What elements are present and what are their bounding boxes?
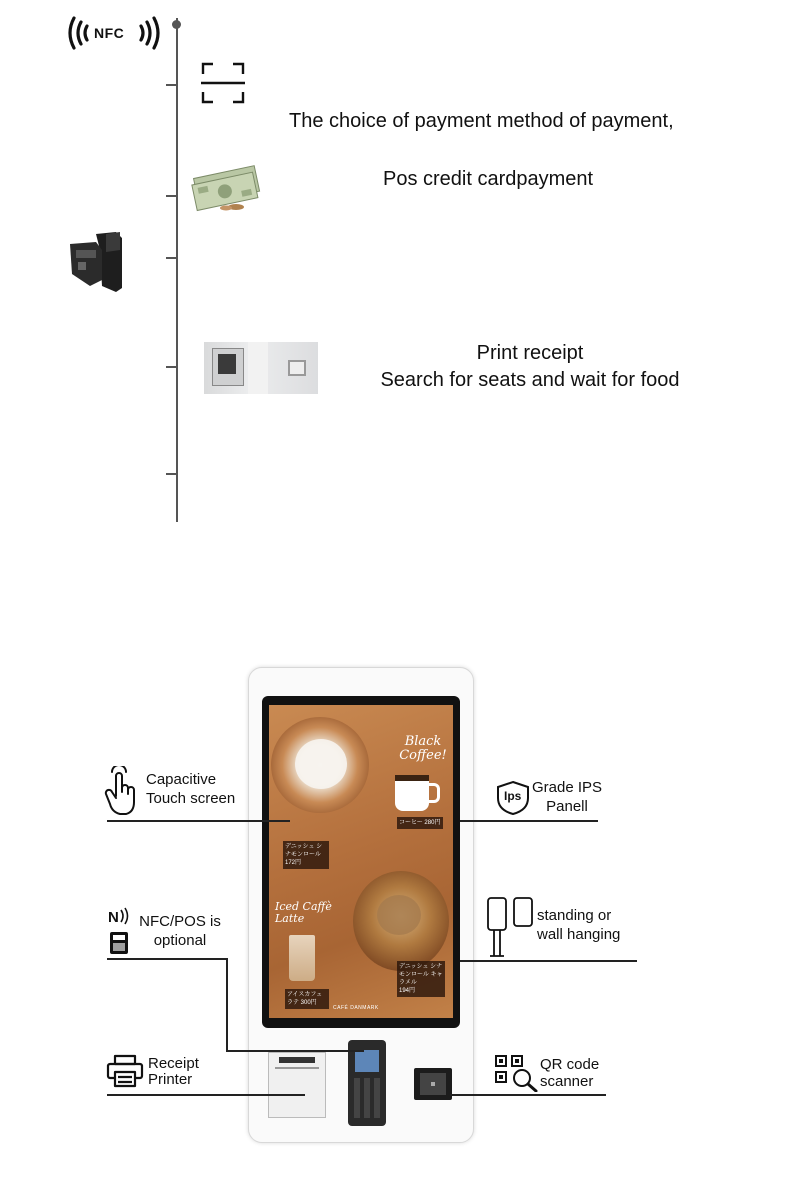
print-receipt-label: Print receipt [476,342,584,364]
cash-icon [190,162,262,212]
nfc-pos-icon [108,906,134,958]
standing-callout [537,906,620,944]
touch-hand-icon [104,766,140,816]
callout-line [450,1094,606,1096]
item-price: 194円 [399,988,416,994]
stand-line1: standing or [537,907,612,924]
callout-line [460,820,598,822]
pos-terminal[interactable] [348,1040,386,1126]
nfc-icon [66,14,162,52]
item-name: デニッシュ シナモンロール [285,844,323,858]
kiosk-parts-icon [66,230,124,294]
stand-line2: wall hanging [537,926,621,943]
pos-payment-text: Pos credit cardpayment [383,168,594,190]
item-name: デニッシュ シナモンロール キャラメル [399,964,443,986]
timeline-tick [166,473,178,475]
printer-line2: Printer [148,1071,193,1088]
nfc-pos-callout [138,912,222,950]
qr-code-icon [494,1054,538,1092]
price-tag [397,817,443,829]
timeline-tick [166,257,178,259]
scan-frame-icon [201,62,245,104]
callout-line [226,958,228,1051]
iced-latte-heading: Iced Caffè Latte [275,900,332,925]
print-receipt-text [360,340,700,394]
qr-callout [540,1056,599,1090]
printer-line1: Receipt [148,1055,199,1072]
item-price: 172円 [285,860,302,866]
timeline-line [176,18,178,522]
price-tag [397,961,445,997]
ips-panel-callout [532,778,602,816]
black-coffee-heading: Black Coffee! [399,734,447,763]
nfc-badge-label: NFC [94,25,125,41]
callout-line [107,1094,305,1096]
nfc-line1: NFC/POS is [139,913,221,930]
qr-line2: scanner [540,1073,594,1090]
receipt-printer-module [268,1052,326,1118]
callout-line [107,820,290,822]
kiosk-screen[interactable] [269,705,453,1018]
receipt-printer-slot-image [204,342,318,394]
ips-line1: Grade IPS [532,779,603,796]
price-tag [283,841,329,869]
qr-line1: QR code [540,1056,600,1073]
ips-line2: Panell [546,798,588,815]
printer-callout [148,1056,199,1088]
callout-line [107,958,227,960]
touch-line2: Touch screen [146,790,236,807]
timeline-tick [166,84,178,86]
touch-line1: Capacitive [146,771,217,788]
ips-badge-label: Ips [504,789,522,803]
touch-screen-callout [146,770,235,808]
iced-latte-image [289,935,315,981]
svg-text:N: N [108,909,119,926]
item-price: コーヒー 280円 [399,820,441,826]
timeline-start-dot [172,20,181,29]
item-price: アイスカフェラテ 300円 [287,992,323,1006]
timeline-tick [166,195,178,197]
ips-shield-icon [496,780,530,816]
standing-kiosk-icon [486,896,534,958]
nfc-line2: optional [153,932,207,949]
timeline-tick [166,366,178,368]
printer-icon [106,1054,144,1088]
qr-scanner-window[interactable] [414,1068,452,1100]
callout-line [226,1050,364,1052]
search-seats-label: Search for seats and wait for food [380,369,680,391]
callout-line [460,960,637,962]
payment-choice-text: The choice of payment method of payment, [289,110,674,132]
brand-label: CAFÉ DANMARK [333,1005,379,1011]
price-tag [285,989,329,1009]
